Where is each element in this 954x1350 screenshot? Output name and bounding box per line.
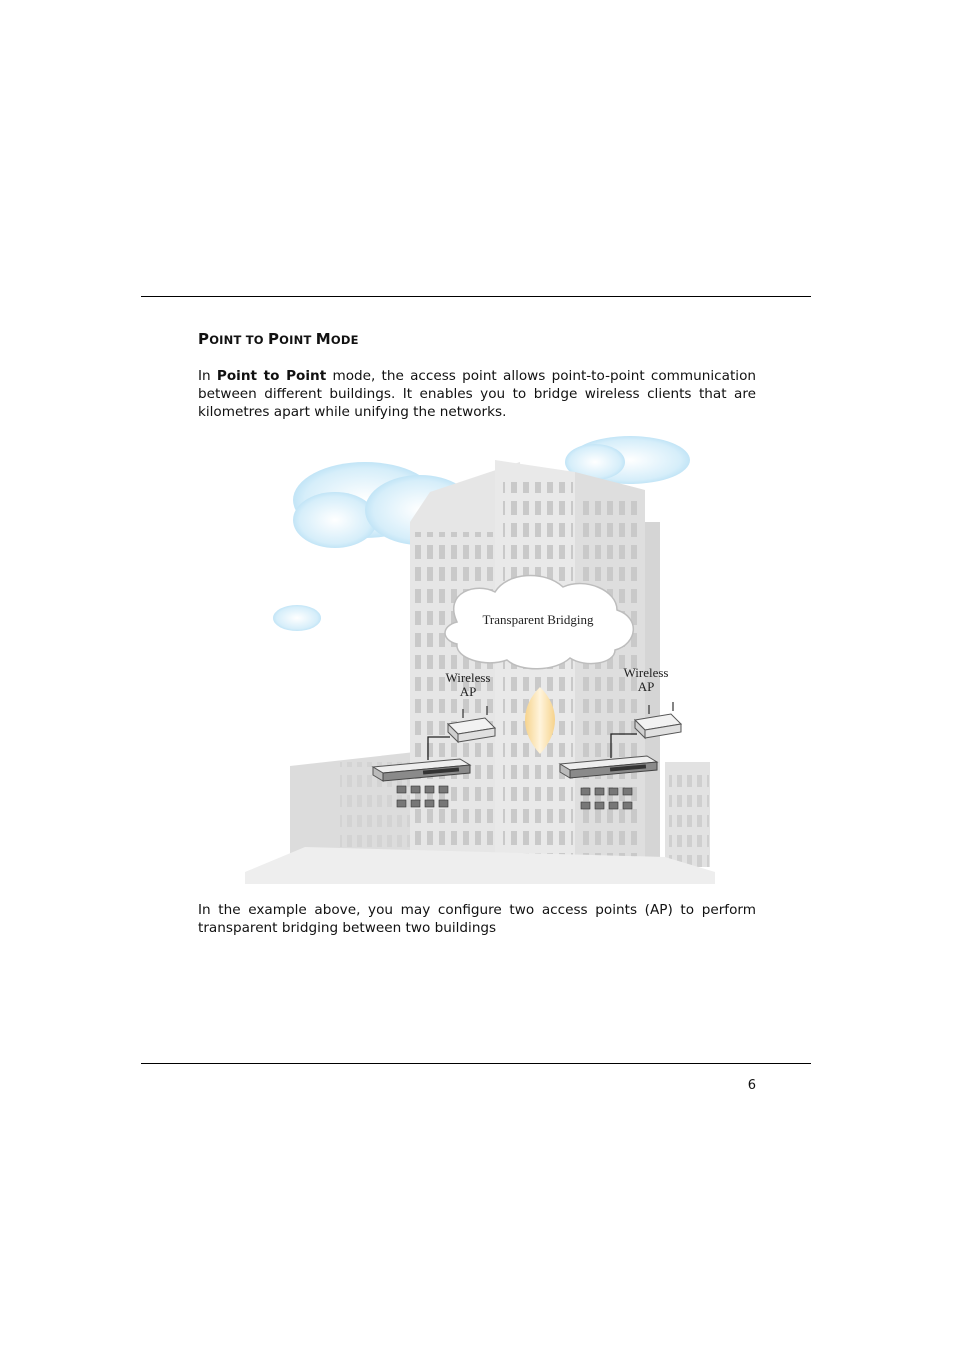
heading-part: P xyxy=(198,330,210,348)
heading-part: ODE xyxy=(330,333,359,347)
ap-right-label-line2: AP xyxy=(637,679,655,694)
ap-left-label-line2: AP xyxy=(459,684,477,699)
intro-paragraph xyxy=(198,367,756,422)
heading-part: OINT xyxy=(279,333,316,347)
intro-rest: mode, the access point allows point-to-point communication between different buildings. It enables you to bridge wireless clients that are kilometres apart while unifying the networks. xyxy=(198,368,756,421)
top-rule xyxy=(141,296,811,297)
figure-caption: In the example above, you may configure two access points (AP) to perform transparent bridging between two buildings xyxy=(198,902,756,937)
section-heading xyxy=(198,330,359,348)
ap-right-label-line1: Wireless xyxy=(623,665,669,680)
ap-left-label-line1: Wireless xyxy=(445,670,491,685)
network-illustration xyxy=(245,432,715,884)
bottom-rule xyxy=(141,1063,811,1064)
intro-lead: In xyxy=(198,368,217,384)
heading-part: M xyxy=(315,330,331,348)
right-annex xyxy=(645,522,710,877)
heading-part: P xyxy=(267,330,280,348)
intro-bold: Point to Point xyxy=(216,368,327,384)
cloud-label: Transparent Bridging xyxy=(482,612,594,627)
sky-cloud-small xyxy=(273,605,321,631)
page-number: 6 xyxy=(747,1078,756,1093)
heading-part: OINT TO xyxy=(209,333,268,347)
